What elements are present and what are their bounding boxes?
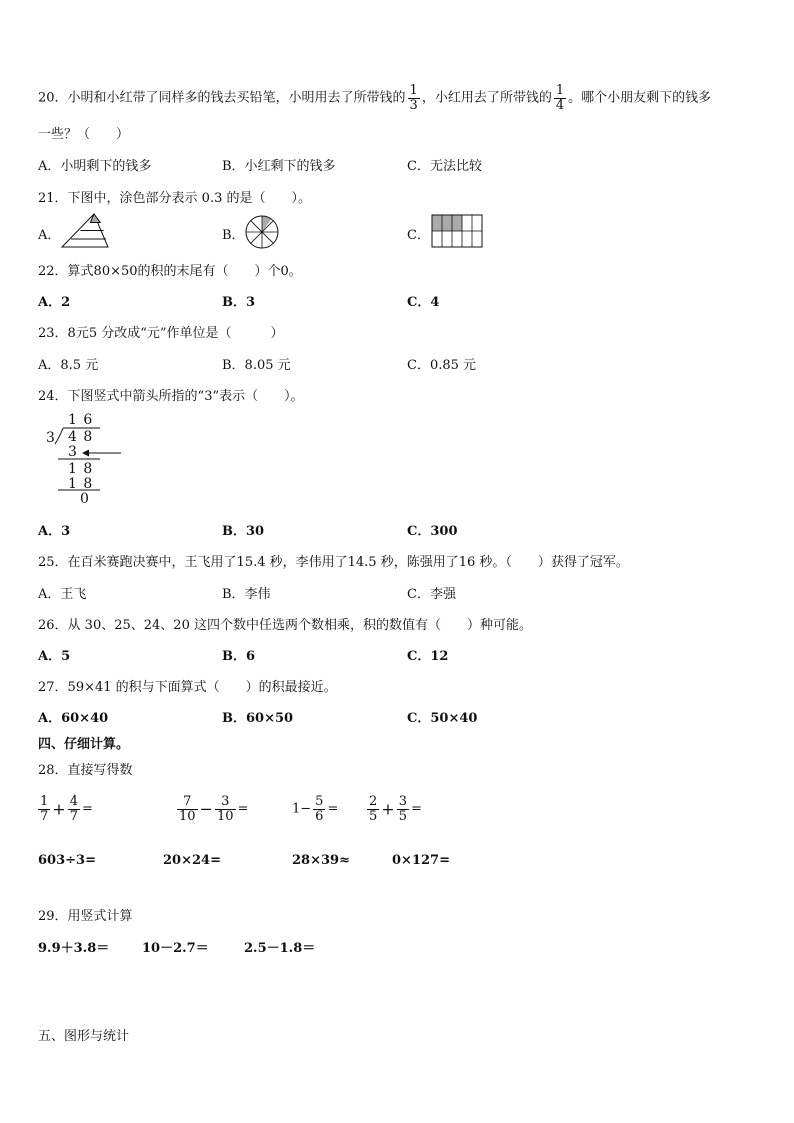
- division-row-3: 1 8: [68, 476, 94, 492]
- division-remainder: 0: [80, 491, 89, 507]
- q27-option-b[interactable]: B．60×50: [222, 711, 294, 726]
- q20-option-a[interactable]: A．小明剩下的钱多: [38, 159, 152, 174]
- q24-option-a[interactable]: A．3: [38, 524, 71, 539]
- q22-option-c[interactable]: C．4: [407, 295, 440, 310]
- q29-title: 29．用竖式计算: [38, 909, 133, 924]
- q29-calc-3: 2.5－1.8＝: [244, 941, 316, 956]
- q29-calc-2: 10－2.7＝: [142, 941, 209, 956]
- q28-title: 28．直接写得数: [38, 763, 133, 778]
- grid-shaded-figure: [431, 214, 483, 248]
- q21-option-a[interactable]: A．: [38, 228, 61, 243]
- q20-fraction-1: $\frac{1}{3}$: [409, 83, 418, 113]
- long-division-figure: [38, 412, 148, 512]
- q28-calc-3: 28×39≈: [292, 853, 350, 868]
- q28-calc-1: 603÷3=: [38, 853, 96, 868]
- q24-option-b[interactable]: B．30: [222, 524, 265, 539]
- q20-text-a: 20．小明和小红带了同样多的钱去买铅笔，小明用去了所带钱的: [38, 90, 406, 106]
- q21-option-c[interactable]: C．: [407, 228, 430, 243]
- q28-calc-2: 20×24=: [163, 853, 221, 868]
- section-4-heading: 四、仔细计算。: [38, 737, 130, 752]
- q24-option-c[interactable]: C．300: [407, 524, 458, 539]
- q20-option-c[interactable]: C．无法比较: [407, 159, 482, 174]
- q26-option-b[interactable]: B．6: [222, 649, 256, 664]
- q20-text-c: 。哪个小朋友剩下的钱多: [568, 90, 712, 106]
- section-5-heading: 五、图形与统计: [38, 1029, 130, 1044]
- circle-sectors-figure: [245, 215, 279, 249]
- q27-option-c[interactable]: C．50×40: [407, 711, 478, 726]
- q20-line1: [38, 84, 711, 112]
- division-divisor: 3: [46, 430, 55, 446]
- q25-option-a[interactable]: A．王飞: [38, 587, 87, 602]
- q20-option-b[interactable]: B．小红剩下的钱多: [222, 159, 336, 174]
- q21-option-b[interactable]: B．: [222, 228, 245, 243]
- division-lines: [38, 412, 148, 512]
- q27-text: 27．59×41 的积与下面算式（ ）的积最接近。: [38, 680, 337, 695]
- division-row-2: 1 8: [68, 461, 94, 477]
- q22-option-a[interactable]: A．2: [38, 295, 71, 310]
- q28-expr-2: $\frac{7}{10}$ − $\frac{3}{10}$ =: [179, 794, 249, 824]
- q28-expr-3: 1− $\frac{5}{6}$ =: [292, 794, 339, 824]
- q22-text: 22．算式80×50的积的末尾有（ ）个0。: [38, 264, 302, 279]
- arrow-left-icon: [82, 448, 122, 458]
- q21-text: 21．下图中，涂色部分表示 0.3 的是（ ）。: [38, 191, 311, 206]
- q23-option-b[interactable]: B．8.05 元: [222, 358, 291, 373]
- q26-option-a[interactable]: A．5: [38, 649, 71, 664]
- division-row-1: 3: [68, 444, 77, 460]
- q28-calc-4: 0×127=: [392, 853, 450, 868]
- triangle-shaded-figure: [60, 212, 110, 250]
- q23-option-c[interactable]: C．0.85 元: [407, 358, 477, 373]
- q27-option-a[interactable]: A．60×40: [38, 711, 109, 726]
- division-dividend: 4 8: [68, 429, 94, 445]
- q26-option-c[interactable]: C．12: [407, 649, 449, 664]
- q22-option-b[interactable]: B．3: [222, 295, 256, 310]
- q20-line2: 一些？（ ）: [38, 127, 130, 142]
- q25-text: 25．在百米赛跑决赛中，王飞用了15.4 秒，李伟用了14.5 秒，陈强用了16 秒。（ ）获得了冠军。: [38, 555, 629, 570]
- division-quotient: 1 6: [68, 412, 94, 428]
- q20-fraction-2: $\frac{1}{4}$: [555, 83, 565, 113]
- q26-text: 26．从 30、25、24、20 这四个数中任选两个数相乘，积的数值有（ ）种可能。: [38, 618, 532, 633]
- q20-text-b: ，小红用去了所带钱的: [421, 90, 552, 106]
- q23-option-a[interactable]: A．8.5 元: [38, 358, 99, 373]
- q23-text: 23．8元5 分改成“元”作单位是（ ）: [38, 326, 284, 341]
- q25-option-b[interactable]: B．李伟: [222, 587, 271, 602]
- q29-calc-1: 9.9＋3.8＝: [38, 941, 110, 956]
- q25-option-c[interactable]: C．李强: [407, 587, 456, 602]
- q28-expr-4: $\frac{2}{5}$ + $\frac{3}{5}$ =: [369, 794, 422, 824]
- q28-expr-1: $\frac{1}{7}$ + $\frac{4}{7}$ =: [40, 794, 93, 824]
- q24-text: 24．下图竖式中箭头所指的“3”表示（ ）。: [38, 389, 304, 404]
